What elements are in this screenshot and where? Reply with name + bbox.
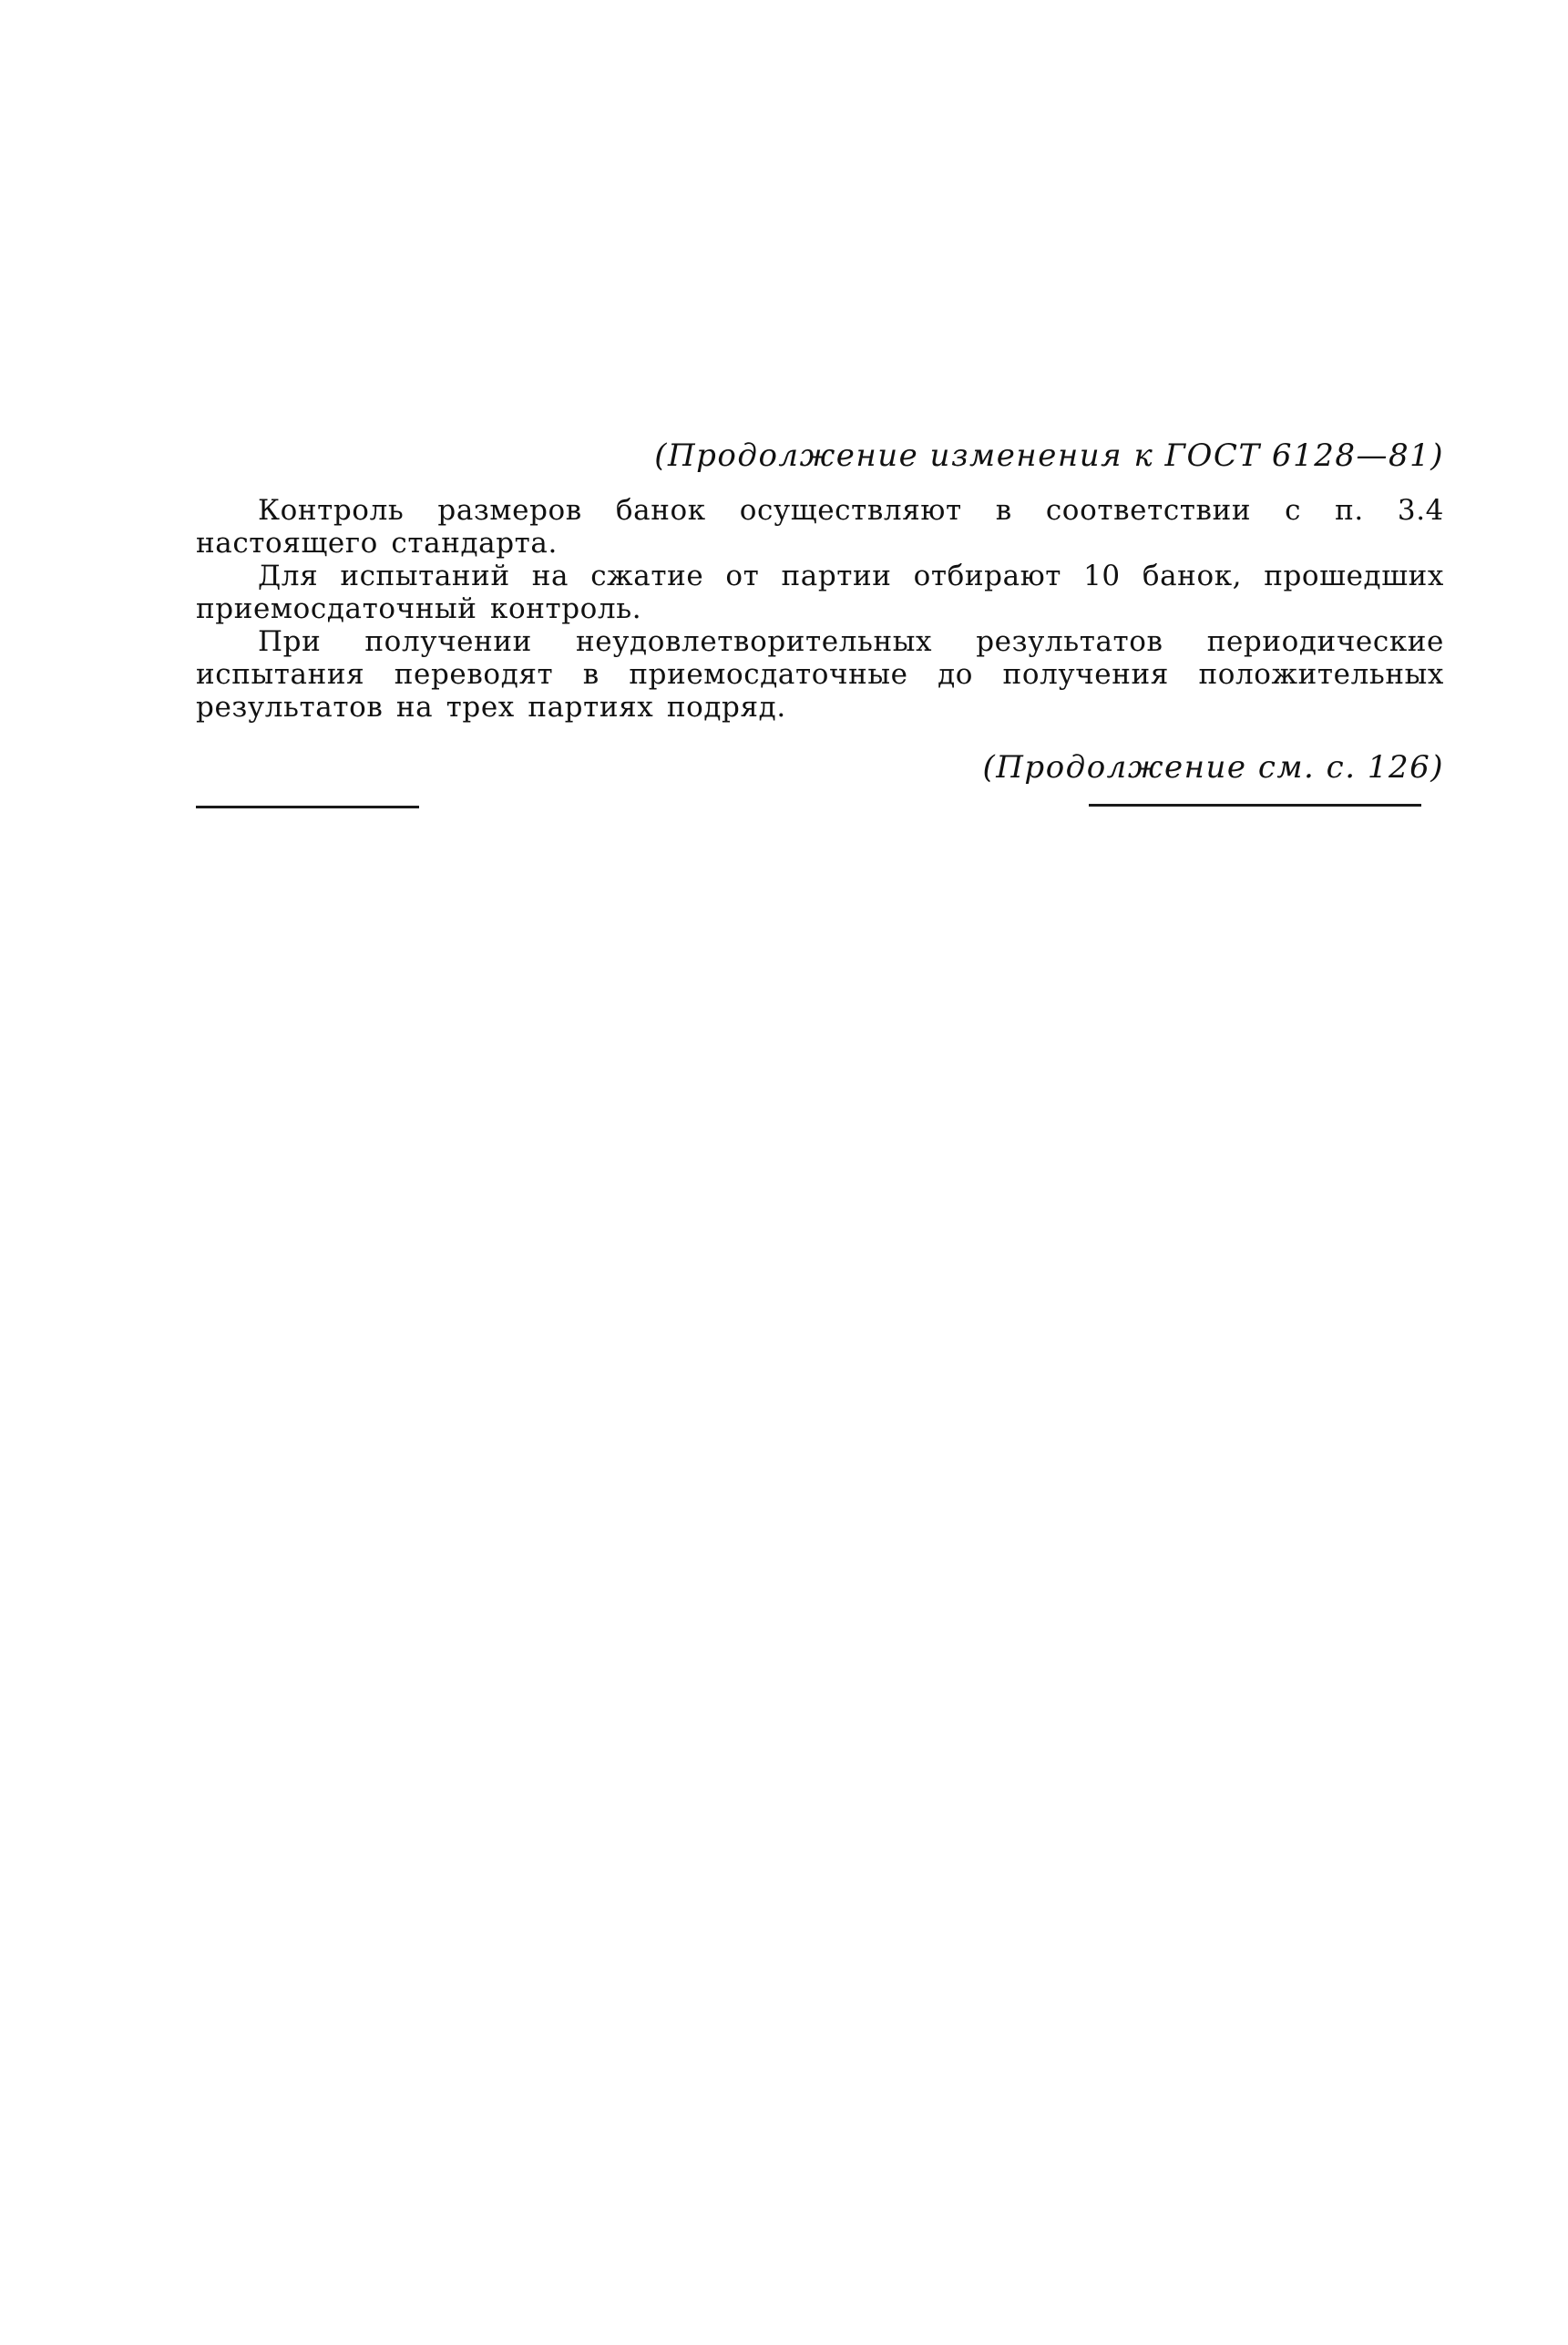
continuation-footer: (Продолжение см. с. 126) [982,749,1444,786]
paragraph-compression-test: Для испытаний на сжатие от партии отбирают 10 банок, прошедших приемосдаточный контроль. [196,560,1444,625]
document-body [196,437,1444,786]
paragraph-size-control: Контроль размеров банок осуществляют в соответствии с п. 3.4 настоящего стандарта. [196,494,1444,560]
continuation-header: (Продолжение изменения к ГОСТ 6128—81) [654,437,1444,474]
paragraph-unsatisfactory-results: При получении неудовлетворительных результатов периодические испытания переводят в приемосдаточные до получения положительных результатов на трех партиях подряд. [196,625,1444,724]
right-divider-rule [1089,804,1421,807]
left-divider-rule [196,806,419,808]
